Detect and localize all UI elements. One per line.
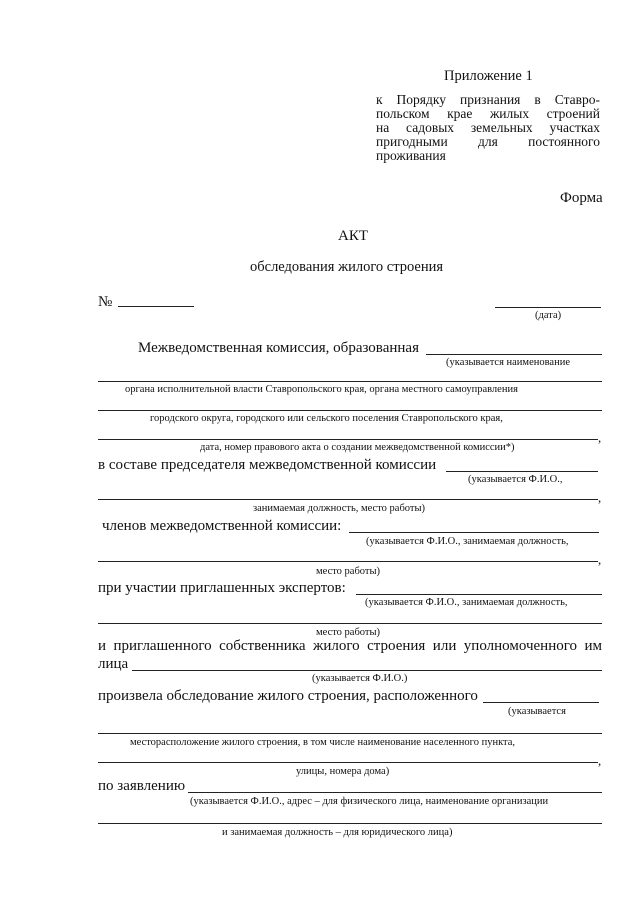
authority-hint: органа исполнительной власти Ставропольского края, органа местного самоуправления	[125, 384, 518, 395]
district-field[interactable]	[98, 410, 602, 411]
owner-text: и приглашенного собственника жилого строения или уполномоченного им	[98, 638, 602, 654]
application-org-field[interactable]	[98, 823, 602, 824]
appendix-line: на садовых земельных участках	[376, 120, 600, 135]
members-position-field[interactable]	[98, 561, 598, 562]
comma-mark: ,	[598, 490, 602, 505]
experts-field[interactable]	[356, 594, 602, 595]
chair-field[interactable]	[446, 471, 598, 472]
appendix-line: польском крае жилых строений	[376, 106, 600, 121]
owner-person-label: лица	[98, 656, 129, 672]
chair-text: в составе председателя межведомственной комиссии	[98, 457, 437, 473]
members-hint-2: место работы)	[316, 566, 381, 577]
appendix-title: Приложение 1	[444, 68, 533, 84]
form-label: Форма	[560, 190, 603, 206]
experts-position-field[interactable]	[98, 623, 602, 624]
act-hint: дата, номер правового акта о создании межведомственной комиссии*)	[200, 442, 515, 453]
comma-mark: ,	[598, 430, 602, 445]
location-field[interactable]	[98, 733, 602, 734]
appendix-line: пригодными для постоянного	[376, 134, 600, 149]
appendix-line: проживания	[376, 148, 446, 163]
comma-mark: ,	[598, 753, 602, 768]
inspected-field[interactable]	[483, 702, 599, 703]
chair-position-field[interactable]	[98, 499, 598, 500]
members-text: членов межведомственной комиссии:	[102, 518, 342, 534]
members-field[interactable]	[349, 532, 599, 533]
members-hint: (указывается Ф.И.О., занимаемая должность,	[366, 536, 569, 547]
owner-field[interactable]	[132, 670, 602, 671]
application-text: по заявлению	[98, 778, 186, 794]
comma-mark: ,	[598, 552, 602, 567]
appendix-line: к Порядку признания в Ставро-	[376, 92, 600, 107]
inspected-text: произвела обследование жилого строения, расположенного	[98, 688, 478, 704]
application-hint-2: и занимаемая должность – для юридического лица)	[222, 827, 453, 838]
experts-hint-2: место работы)	[316, 627, 381, 638]
experts-text: при участии приглашенных экспертов:	[98, 580, 346, 596]
district-hint: городского округа, городского или сельского поселения Ставропольского края,	[150, 413, 503, 424]
document-title: АКТ	[338, 228, 368, 244]
commission-text: Межведомственная комиссия, образованная	[138, 340, 419, 356]
appendix-text	[376, 93, 600, 163]
owner-hint: (указывается Ф.И.О.)	[312, 673, 408, 684]
chair-hint: (указывается Ф.И.О.,	[468, 474, 563, 485]
number-label: №	[98, 294, 113, 310]
date-field[interactable]	[495, 307, 601, 308]
commission-field[interactable]	[426, 354, 602, 355]
location-hint: месторасположение жилого строения, в том числе наименование населенного пункта,	[130, 737, 516, 748]
experts-hint: (указывается Ф.И.О., занимаемая должность,	[365, 597, 568, 608]
date-hint: (дата)	[535, 310, 562, 321]
document-subtitle: обследования жилого строения	[250, 259, 444, 275]
location-hint-2: улицы, номера дома)	[296, 766, 390, 777]
act-field[interactable]	[98, 439, 598, 440]
application-hint: (указывается Ф.И.О., адрес – для физического лица, наименование организации	[190, 796, 549, 807]
number-field[interactable]	[118, 306, 194, 307]
application-field[interactable]	[188, 792, 602, 793]
authority-field[interactable]	[98, 381, 602, 382]
location-street-field[interactable]	[98, 762, 598, 763]
commission-hint: (указывается наименование	[446, 357, 570, 368]
chair-hint-2: занимаемая должность, место работы)	[253, 503, 426, 514]
inspected-hint: (указывается	[508, 706, 566, 717]
